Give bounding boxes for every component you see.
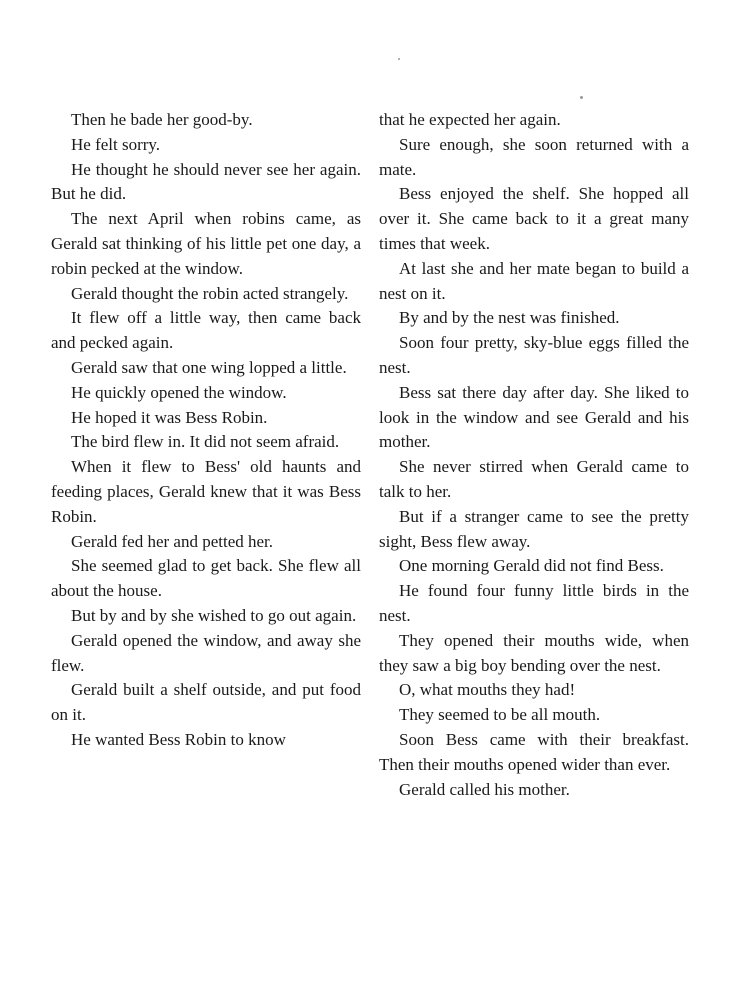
paragraph: Soon Bess came with their breakfast. Then their mouths opened wider than ever. bbox=[379, 729, 689, 774]
paragraph: Gerald called his mother. bbox=[399, 779, 570, 799]
paragraph: They opened their mouths wide, when they saw a big boy bending over the nest. bbox=[379, 630, 689, 675]
paragraph: Soon four pretty, sky-blue eggs filled the nest. bbox=[379, 333, 689, 377]
paragraph: It flew off a little way, then came back and pecked again. bbox=[51, 308, 361, 353]
paragraph: Bess enjoyed the shelf. She hopped all over it. She came back to it a great many times that week. bbox=[379, 184, 689, 253]
paragraph: He hoped it was Bess Robin. bbox=[71, 407, 268, 427]
paper-speck bbox=[398, 58, 400, 60]
right-text-column bbox=[379, 108, 689, 802]
paragraph: Sure enough, she soon returned with a mate. bbox=[379, 134, 689, 179]
paragraph: She never stirred when Gerald came to talk to her. bbox=[379, 457, 689, 501]
paragraph: Gerald opened the window, and away she flew. bbox=[51, 630, 361, 675]
paragraph: At last she and her mate began to build a nest on it. bbox=[379, 258, 689, 303]
paragraph: He thought he should never see her again. But he did. bbox=[51, 159, 361, 204]
paragraph: The next April when robins came, as Gerald sat thinking of his little pet one day, a robin pecked at the window. bbox=[51, 209, 361, 278]
paragraph: But if a stranger came to see the pretty sight, Bess flew away. bbox=[379, 506, 689, 551]
left-text-column bbox=[51, 108, 361, 753]
paragraph: By and by the nest was finished. bbox=[399, 308, 620, 328]
paragraph: He felt sorry. bbox=[71, 134, 161, 154]
paragraph: Gerald thought the robin acted strangely. bbox=[71, 283, 349, 303]
paper-speck bbox=[580, 96, 583, 99]
paragraph: Gerald built a shelf outside, and put food on it. bbox=[51, 680, 361, 725]
paragraph: He found four funny little birds in the nest. bbox=[379, 581, 689, 625]
paragraph: Gerald saw that one wing lopped a little. bbox=[71, 357, 347, 377]
paragraph: When it flew to Bess' old haunts and feeding places, Gerald knew that it was Bess Robin. bbox=[51, 457, 361, 526]
paragraph: that he expected her again. bbox=[379, 110, 561, 129]
paragraph: Then he bade her good-by. bbox=[71, 110, 253, 129]
paragraph: But by and by she wished to go out again. bbox=[71, 605, 357, 625]
paragraph: She seemed glad to get back. She flew all about the house. bbox=[51, 556, 361, 601]
paragraph: Bess sat there day after day. She liked to look in the window and see Gerald and his mother. bbox=[379, 382, 689, 452]
paragraph: They seemed to be all mouth. bbox=[399, 705, 601, 725]
paragraph: The bird flew in. It did not seem afraid. bbox=[71, 432, 340, 452]
paragraph: He wanted Bess Robin to know bbox=[71, 729, 286, 749]
paragraph: O, what mouths they had! bbox=[399, 680, 576, 700]
paragraph: One morning Gerald did not find Bess. bbox=[399, 556, 664, 576]
paragraph: He quickly opened the window. bbox=[71, 382, 287, 402]
paragraph: Gerald fed her and petted her. bbox=[71, 531, 274, 551]
